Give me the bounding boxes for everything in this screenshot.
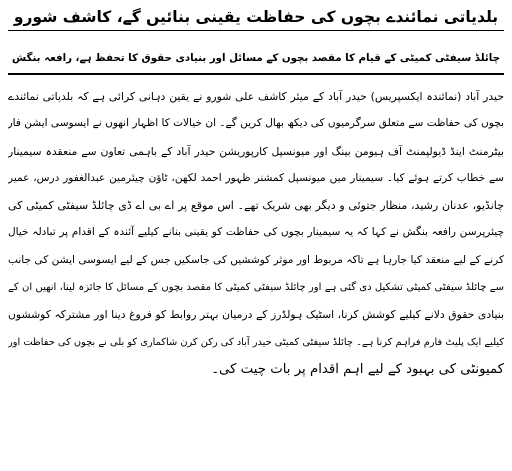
body-line: کیلیے ایک پلیٹ فارم فراہم کرنا ہے۔ چائلڈ سیفٹی کمیٹی حیدر آباد کی رکن کرن شاکماری کو بلی نے بچوں کی حفاظت اور — [8, 336, 504, 348]
divider-top — [8, 30, 504, 31]
body-line: کمیونٹی کی بہبود کے لیے اہم اقدام پر بات چیت کی۔ — [211, 361, 504, 377]
body-line: بچوں کی حفاظت سے متعلق سرگرمیوں کی دیکھ بھال کریں گے۔ ان خیالات کا اظہار انھوں نے ایسوسی ایشن فار — [8, 117, 504, 130]
body-line: سے چائلڈ سیفٹی کمیٹی تشکیل دی گئی ہے اور چائلڈ سیفٹی کمیٹی کا مقصد بچوں کے مسائل کا جائزہ لینا، انھیں ان کے — [8, 282, 504, 294]
body-line: بیٹرمنٹ اینڈ ڈیولپمنٹ آف ہیومن بینگ اور میونسپل کارپوریشن حیدر آباد کے باہمی تعاون سے منعقدہ سیمینار — [8, 144, 504, 158]
article-body — [8, 83, 504, 383]
body-line: چانڈیو، عدنان رشید، منظار جتوئی و دیگر بھی شریک تھے۔ اس موقع پر اے بی اے ڈی چائلڈ سیفٹی کمیٹی کی — [8, 199, 504, 213]
body-line: بنیادی حقوق دلانے کیلیے کوشش کرنا، اسٹیک ہولڈرز کے درمیان بہتر روابط کو فروغ دینا اور مشترکہ کوششوں — [8, 308, 504, 322]
divider-bottom — [8, 73, 504, 75]
body-line: حیدر آباد (نمائندہ ایکسپریس) حیدر آباد کے میئر کاشف علی شورو نے یقین دہانی کرائی ہے کہ بلدیاتی نمائندے — [8, 90, 504, 103]
headline: بلدیاتی نمائندے بچوں کی حفاظت یقینی بنائیں گے، کاشف شورو — [13, 8, 499, 26]
body-line: چیئرپرسن رافعہ بنگش نے کہا کہ یہ سیمینار بچوں کی حفاظت کو یقینی بنانے کیلیے آئندہ کے اقدام پر تبادلہ خیال — [8, 226, 504, 239]
subheadline: چائلڈ سیفٹی کمیٹی کے قیام کا مقصد بچوں کے مسائل اور بنیادی حقوق کا تحفظ ہے، رافعہ بنگش — [12, 52, 500, 64]
body-line: کرنے کے لیے منعقد کیا جارہا ہے تاکہ مربوط اور موثر کوششیں کی جاسکیں جس کے لیے ایسوسی ایشن کی جانب — [8, 253, 504, 266]
body-line: سے خطاب کرتے ہوئے کیا۔ سیمینار میں میونسپل کمشنر ظہور احمد لکھن، ٹاؤن چیئرمین عبدالغفور درس، عمیر — [8, 171, 504, 184]
